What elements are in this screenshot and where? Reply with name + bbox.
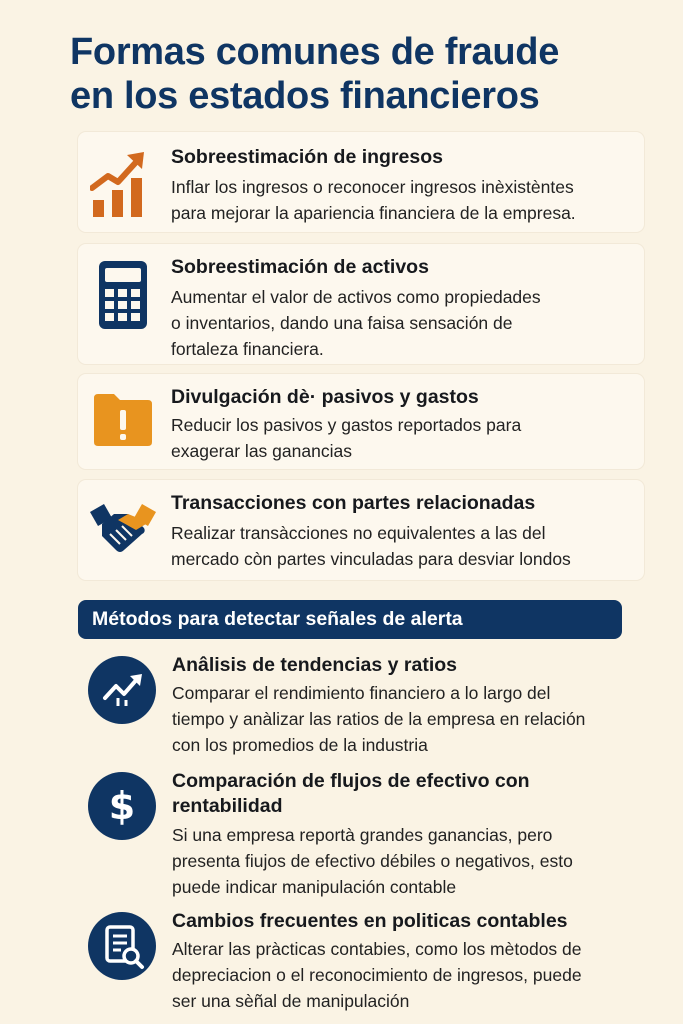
desc-line: tiempo y anàlizar las ratios de la empresa en relación [172, 709, 586, 729]
card-description [171, 412, 638, 464]
heading-line: Comparación de flujos de efectivo con [172, 770, 530, 792]
method-heading [172, 769, 648, 819]
page-title [70, 30, 660, 118]
desc-line: fortaleza financiera. [171, 339, 324, 359]
fraud-card-assets [78, 244, 644, 364]
desc-line: para mejorar la apariencia financiera de la empresa. [171, 203, 576, 223]
desc-line: con los promedios de la industria [172, 735, 428, 755]
fraud-card-liabilities [78, 374, 644, 469]
section-banner: Métodos para detectar señales de alerta [78, 600, 622, 639]
desc-line: exagerar las ganancias [171, 441, 352, 461]
desc-line: Alterar las pràcticas contabies, como los mètodos de [172, 939, 582, 959]
method-trend-analysis [88, 656, 648, 756]
desc-line: ser una sèñal de manipulación [172, 991, 410, 1011]
title-line-2: en los estados financieros [70, 75, 540, 117]
card-heading: Transacciones con partes relacionadas [171, 492, 536, 514]
method-description [172, 680, 648, 758]
desc-line: Aumentar el valor de activos como propiedades [171, 287, 541, 307]
method-description [172, 822, 648, 900]
title-line-1: Formas comunes de fraude [70, 31, 560, 73]
warning-folder-icon [92, 390, 154, 453]
method-description [172, 936, 648, 1014]
card-description [171, 174, 638, 226]
calculator-icon [98, 260, 148, 335]
svg-text:$: $ [108, 784, 136, 828]
desc-line: Comparar el rendimiento financiero a lo largo del [172, 683, 551, 703]
fraud-card-related-parties [78, 480, 644, 580]
desc-line: depreciacion o el reconocimiento de ingresos, puede [172, 965, 582, 985]
card-heading: Sobreestimación de activos [171, 256, 429, 278]
desc-line: Si una empresa reportà grandes ganancias, pero [172, 825, 553, 845]
heading-line: Cambios frecuentes en politicas contables [172, 910, 568, 932]
fraud-card-revenue [78, 132, 644, 232]
method-cashflow [88, 772, 648, 902]
desc-line: Realizar transàcciones no equivalentes a las del [171, 523, 546, 543]
desc-line: puede indicar manipulación contable [172, 877, 457, 897]
method-heading [172, 909, 648, 934]
method-heading [172, 653, 648, 678]
desc-line: o inventarios, dando una faisa sensación de [171, 313, 513, 333]
card-description [171, 520, 638, 572]
heading-line: Anâlisis de tendencias y ratios [172, 654, 458, 676]
dollar-icon [88, 772, 156, 840]
document-search-icon [88, 912, 156, 980]
desc-line: presenta fiujos de efectivo débiles o negativos, esto [172, 851, 573, 871]
heading-line: rentabilidad [172, 795, 283, 817]
method-policy-changes [88, 912, 648, 1012]
desc-line: Reducir los pasivos y gastos reportados para [171, 415, 522, 435]
desc-line: mercado còn partes vinculadas para desviar londos [171, 549, 571, 569]
card-description [171, 284, 638, 362]
card-heading: Sobreestimación de ingresos [171, 146, 444, 168]
desc-line: Inflar los ingresos o reconocer ingresos inèxistèntes [171, 177, 574, 197]
card-heading: Divulgación dè· pasivos y gastos [171, 386, 479, 408]
chart-trend-icon [88, 656, 156, 724]
trend-up-bars-icon [90, 150, 150, 225]
handshake-icon [88, 500, 158, 561]
